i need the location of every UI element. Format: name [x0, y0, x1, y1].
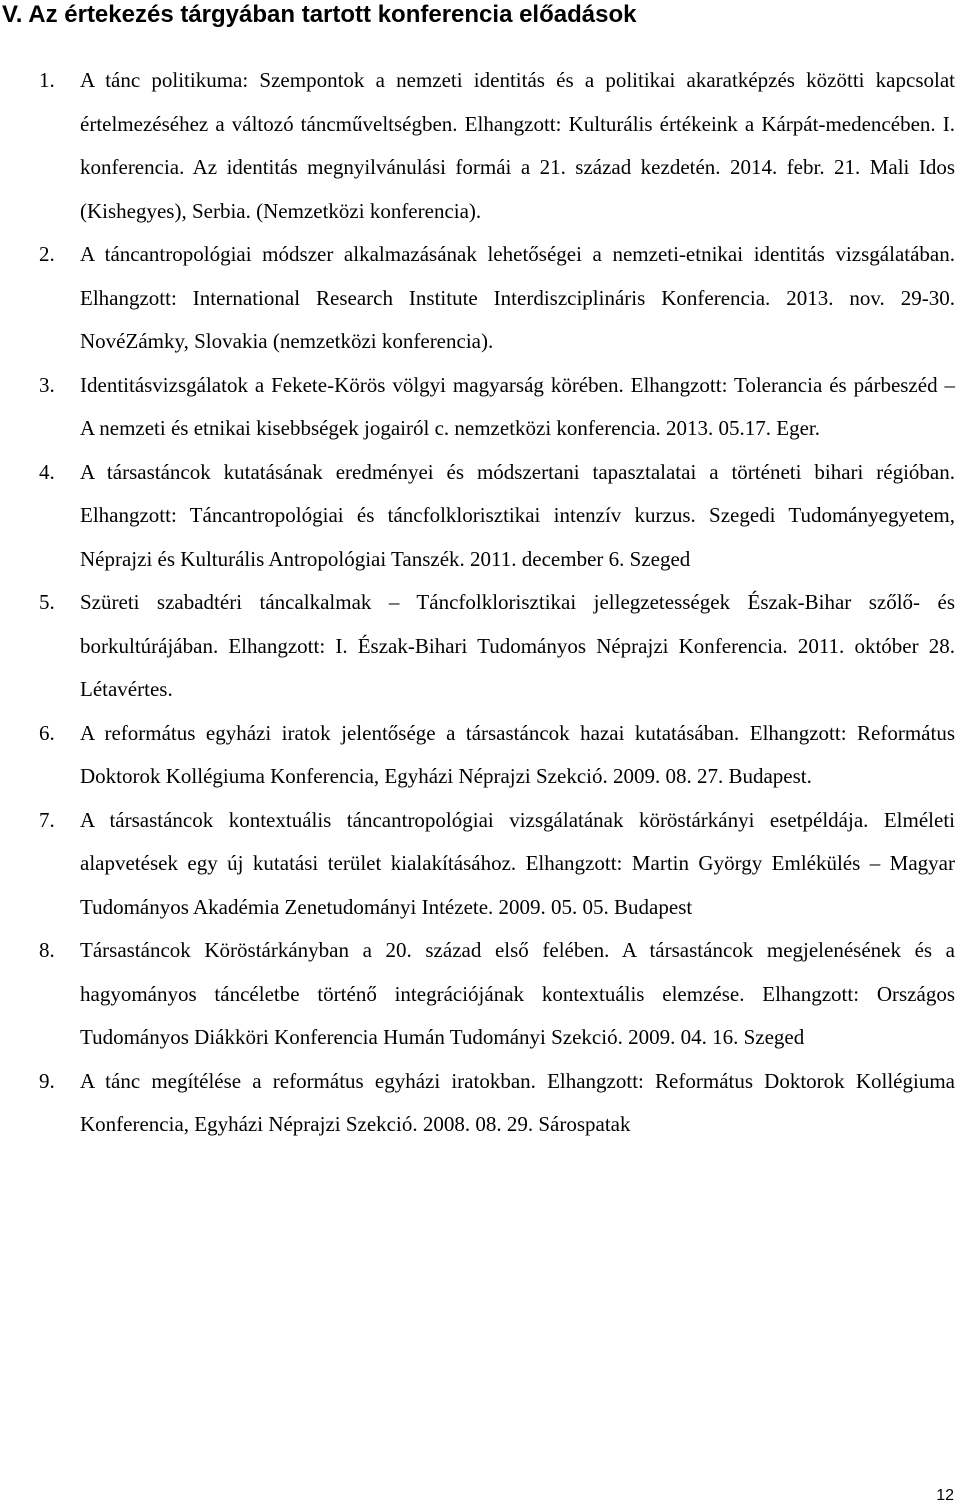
list-item-number: 3.	[39, 372, 55, 397]
list-item-text: A táncantropológiai módszer alkalmazásának lehetőségei a nemzeti-etnikai identitás vizsgálatában. Elhangzott: International Research Institute Interdiszciplináris Konferencia. 2013. nov. 29-30. NovéZámky, Slovakia (nemzetközi konferencia).	[80, 242, 955, 353]
list-item-text: A tánc politikuma: Szempontok a nemzeti identitás és a politikai akaratképzés közötti kapcsolat értelmezéséhez a változó táncműveltségben. Elhangzott: Kulturális értékeink a Kárpát-medencében. I. konferencia. Az identitás megnyilvánulási formái a 21. század kezdetén. 2014. febr. 21. Mali Idos (Kishegyes), Serbia. (Nemzetközi konferencia).	[80, 68, 955, 223]
section-title: V. Az értekezés tárgyában tartott konferencia előadások	[2, 1, 637, 28]
list-item-text: A társastáncok kutatásának eredményei és módszertani tapasztalatai a történeti bihari régióban. Elhangzott: Táncantropológiai és táncfolklorisztikai intenzív kurzus. Szegedi Tudományegyetem, Néprajzi és Kulturális Antropológiai Tanszék. 2011. december 6. Szeged	[80, 459, 955, 571]
list-item	[0, 233, 955, 364]
list-item-number: 7.	[39, 807, 55, 832]
list-item-text: Társastáncok Köröstárkányban a 20. század első felében. A társastáncok megjelenésének és a hagyományos táncéletbe történő integrációjának kontextuális elemzése. Elhangzott: Országos Tudományos Diákköri Konferencia Humán Tudományi Szekció. 2009. 04. 16. Szeged	[80, 938, 955, 1049]
list-item-number: 2.	[39, 242, 55, 266]
list-item-number: 5.	[39, 590, 55, 614]
list-item	[0, 1060, 955, 1147]
list-item-text: Szüreti szabadtéri táncalkalmak – Táncfolklorisztikai jellegzetességek Észak-Bihar szőlő- és borkultúrájában. Elhangzott: I. Észak-Bihari Tudományos Néprajzi Konferencia. 2011. október 28. Létavértes.	[80, 590, 955, 701]
list-item-number: 9.	[39, 1068, 55, 1093]
list-item-text: A református egyházi iratok jelentősége a társastáncok hazai kutatásában. Elhangzott: Református Doktorok Kollégiuma Konferencia, Egyházi Néprajzi Szekció. 2009. 08. 27. Budapest.	[80, 720, 955, 788]
list-item	[0, 712, 955, 799]
conference-talk-list	[0, 59, 960, 1147]
list-item-number: 8.	[39, 938, 55, 962]
list-item	[0, 451, 955, 582]
list-item-number: 1.	[39, 68, 55, 92]
list-item-number: 4.	[39, 459, 55, 484]
list-item-number: 6.	[39, 720, 55, 745]
page-number: 12	[936, 1487, 954, 1504]
list-item-text: A társastáncok kontextuális táncantropológiai vizsgálatának köröstárkányi esetpéldája. Elméleti alapvetések egy új kutatási terület kialakításához. Elhangzott: Martin György Emlékülés – Magyar Tudományos Akadémia Zenetudományi Intézete. 2009. 05. 05. Budapest	[80, 807, 955, 919]
list-item	[0, 799, 955, 930]
list-item-text: A tánc megítélése a református egyházi iratokban. Elhangzott: Református Doktorok Kollégiuma Konferencia, Egyházi Néprajzi Szekció. 2008. 08. 29. Sárospatak	[80, 1068, 955, 1136]
list-item	[0, 364, 955, 451]
list-item	[0, 929, 955, 1060]
list-item-text: Identitásvizsgálatok a Fekete-Körös völgyi magyarság körében. Elhangzott: Tolerancia és párbeszéd – A nemzeti és etnikai kisebbségek jogairól c. nemzetközi konferencia. 2013. 05.17. Eger.	[80, 372, 955, 440]
list-item	[0, 59, 955, 233]
list-item	[0, 581, 955, 712]
